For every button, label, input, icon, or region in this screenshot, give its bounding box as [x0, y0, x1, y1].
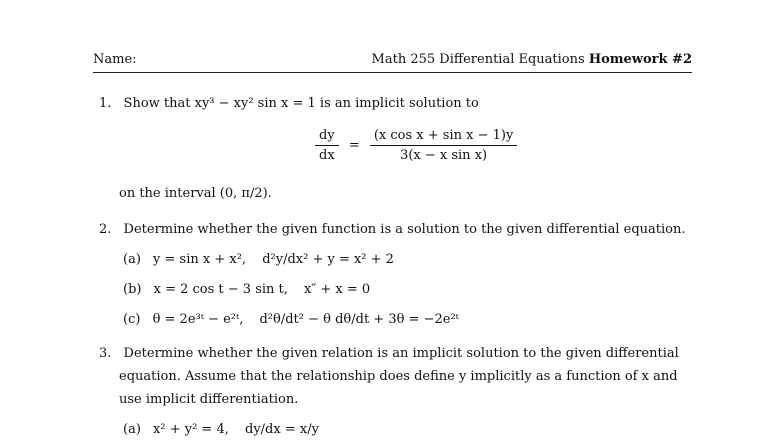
problem-2-part-b	[123, 282, 370, 297]
header-rule	[93, 72, 692, 73]
part-label: (c)	[123, 312, 141, 327]
equals-sign: =	[348, 138, 360, 153]
problem-2-part-c	[123, 312, 459, 327]
course-title	[372, 52, 692, 67]
assignment-title: Homework #2	[588, 52, 692, 67]
problem-prompt: Determine whether the given function is a solution to the given differential equation.	[123, 222, 686, 237]
part-equation: x″ + x = 0	[304, 282, 371, 297]
problem-prompt-line-1: Determine whether the given relation is an implicit solution to the given differential	[123, 346, 679, 361]
problem-2-part-a	[123, 252, 394, 267]
problem-3	[99, 346, 679, 361]
part-equation: d²y/dx² + y = x² + 2	[262, 252, 394, 267]
equation-rhs	[370, 128, 517, 163]
part-equation: d²θ/dt² − θ dθ/dt + 3θ = −2e²ᵗ	[259, 312, 459, 327]
problem-1-tail: on the interval (0, π/2).	[119, 186, 272, 201]
problem-prompt-line-2: equation. Assume that the relationship does define y implicitly as a function of x and	[119, 369, 678, 384]
part-function: y = sin x + x²,	[153, 252, 247, 267]
part-function: x = 2 cos t − 3 sin t,	[153, 282, 288, 297]
problem-2	[99, 222, 685, 237]
rhs-denominator: 3(x − x sin x)	[400, 148, 488, 163]
problem-number: 1.	[99, 96, 112, 111]
part-function: θ = 2e³ᵗ − e²ᵗ,	[152, 312, 244, 327]
lhs-denominator: dx	[319, 148, 335, 163]
part-label: (b)	[123, 282, 142, 297]
problem-prompt-line-3: use implicit differentiation.	[119, 392, 299, 407]
part-equation: dy/dx = x/y	[245, 422, 319, 437]
part-function: x² + y² = 4,	[153, 422, 229, 437]
problem-1-equation	[315, 128, 517, 163]
part-label: (a)	[123, 252, 141, 267]
problem-prompt: Show that xy³ − xy² sin x = 1 is an implicit solution to	[123, 96, 479, 111]
lhs-numerator: dy	[315, 128, 339, 146]
name-label: Name:	[93, 52, 137, 67]
rhs-numerator: (x cos x + sin x − 1)y	[370, 128, 517, 146]
part-label: (a)	[123, 422, 141, 437]
equation-lhs	[315, 128, 339, 163]
problem-number: 3.	[99, 346, 112, 361]
problem-number: 2.	[99, 222, 112, 237]
problem-3-part-a	[123, 422, 319, 437]
course-name: Math 255 Differential Equations	[371, 52, 585, 67]
problem-1	[99, 96, 479, 111]
